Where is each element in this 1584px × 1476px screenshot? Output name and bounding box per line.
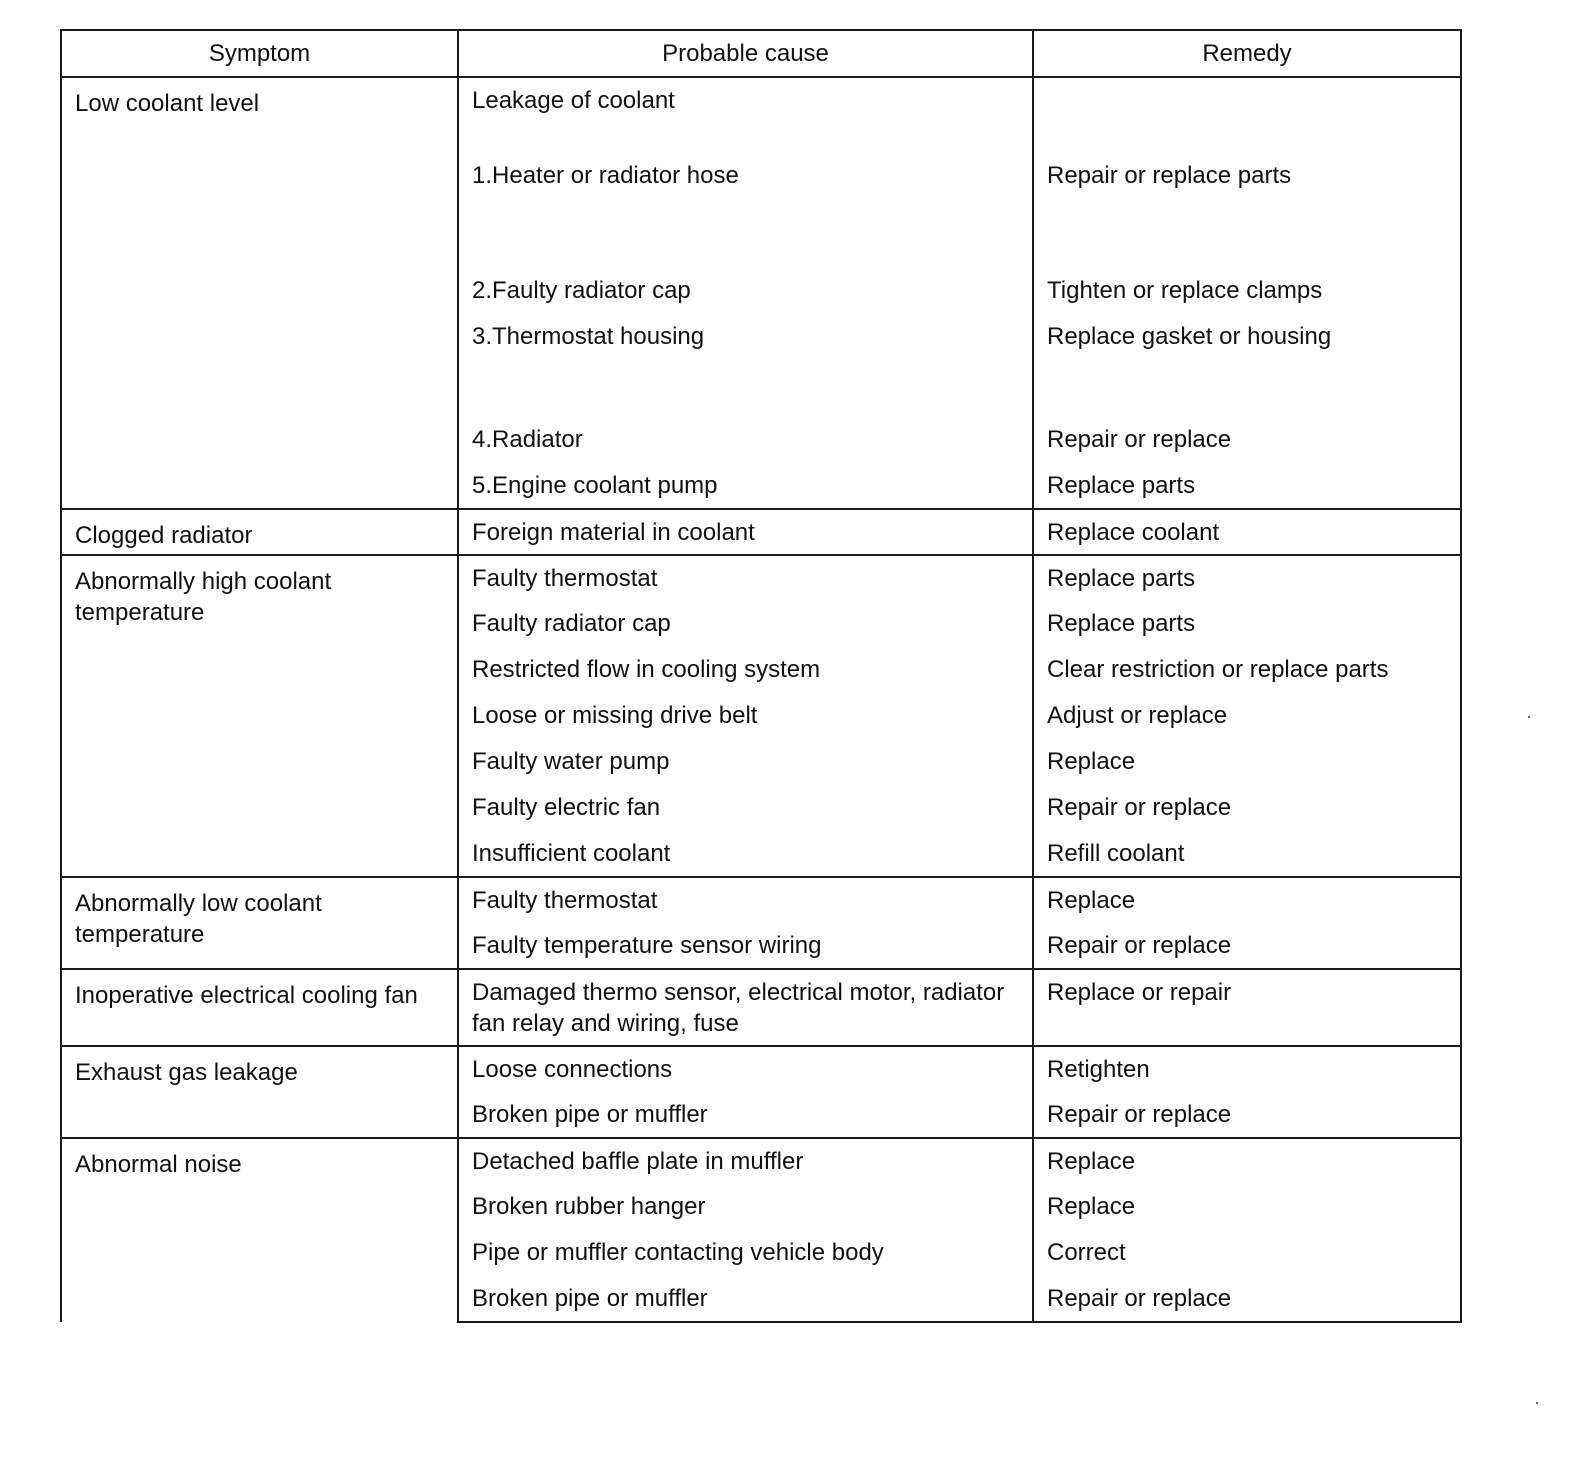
symptom-cell: Low coolant level bbox=[61, 77, 458, 509]
probable-cause-cell bbox=[458, 235, 1033, 268]
probable-cause-cell: Broken pipe or muffler bbox=[458, 1092, 1033, 1138]
probable-cause-cell: Faulty thermostat bbox=[458, 877, 1033, 923]
remedy-cell: Replace bbox=[1033, 1184, 1461, 1230]
remedy-cell bbox=[1033, 235, 1461, 268]
remedy-cell: Clear restriction or replace parts bbox=[1033, 647, 1461, 693]
probable-cause-cell: Broken pipe or muffler bbox=[458, 1276, 1033, 1322]
remedy-cell: Replace parts bbox=[1033, 601, 1461, 647]
probable-cause-cell: Faulty temperature sensor wiring bbox=[458, 923, 1033, 969]
remedy-cell: Tighten or replace clamps bbox=[1033, 268, 1461, 314]
remedy-cell: Replace parts bbox=[1033, 463, 1461, 509]
scan-speck bbox=[1536, 1402, 1538, 1404]
probable-cause-cell: Faulty water pump bbox=[458, 739, 1033, 785]
probable-cause-cell: Loose or missing drive belt bbox=[458, 693, 1033, 739]
table-row bbox=[61, 877, 1461, 923]
probable-cause-cell: Leakage of coolant bbox=[458, 77, 1033, 123]
table-row bbox=[61, 969, 1461, 1046]
remedy-cell: Replace or repair bbox=[1033, 969, 1461, 1046]
remedy-cell: Replace bbox=[1033, 1138, 1461, 1184]
remedy-cell: Replace coolant bbox=[1033, 509, 1461, 555]
probable-cause-cell: Restricted flow in cooling system bbox=[458, 647, 1033, 693]
remedy-cell: Repair or replace bbox=[1033, 417, 1461, 463]
remedy-cell: Refill coolant bbox=[1033, 831, 1461, 877]
probable-cause-cell bbox=[458, 199, 1033, 235]
probable-cause-cell: 2.Faulty radiator cap bbox=[458, 268, 1033, 314]
remedy-cell: Replace bbox=[1033, 739, 1461, 785]
header-probable-cause: Probable cause bbox=[458, 30, 1033, 77]
remedy-cell: Adjust or replace bbox=[1033, 693, 1461, 739]
symptom-cell: Abnormal noise bbox=[61, 1138, 458, 1322]
probable-cause-cell: Broken rubber hanger bbox=[458, 1184, 1033, 1230]
table-row bbox=[61, 77, 1461, 123]
probable-cause-cell bbox=[458, 360, 1033, 417]
table-row bbox=[61, 509, 1461, 555]
probable-cause-cell: Detached baffle plate in muffler bbox=[458, 1138, 1033, 1184]
table-row bbox=[61, 1138, 1461, 1184]
remedy-cell: Repair or replace bbox=[1033, 923, 1461, 969]
probable-cause-cell: 5.Engine coolant pump bbox=[458, 463, 1033, 509]
probable-cause-cell: Damaged thermo sensor, electrical motor, radiator fan relay and wiring, fuse bbox=[458, 969, 1033, 1046]
remedy-cell: Repair or replace bbox=[1033, 1092, 1461, 1138]
probable-cause-cell: Foreign material in coolant bbox=[458, 509, 1033, 555]
header-remedy: Remedy bbox=[1033, 30, 1461, 77]
probable-cause-cell: Faulty radiator cap bbox=[458, 601, 1033, 647]
probable-cause-cell: Pipe or muffler contacting vehicle body bbox=[458, 1230, 1033, 1276]
remedy-cell: Replace bbox=[1033, 877, 1461, 923]
probable-cause-cell: 3.Thermostat housing bbox=[458, 314, 1033, 360]
remedy-cell bbox=[1033, 123, 1461, 153]
probable-cause-cell: Faulty thermostat bbox=[458, 555, 1033, 601]
symptom-cell: Exhaust gas leakage bbox=[61, 1046, 458, 1138]
probable-cause-cell: Insufficient coolant bbox=[458, 831, 1033, 877]
probable-cause-cell: Loose connections bbox=[458, 1046, 1033, 1092]
remedy-cell bbox=[1033, 360, 1461, 417]
remedy-cell: Replace parts bbox=[1033, 555, 1461, 601]
troubleshooting-table bbox=[60, 29, 1462, 1323]
remedy-cell: Retighten bbox=[1033, 1046, 1461, 1092]
remedy-cell: Repair or replace bbox=[1033, 785, 1461, 831]
probable-cause-cell: 4.Radiator bbox=[458, 417, 1033, 463]
scan-speck bbox=[1528, 716, 1530, 718]
symptom-cell: Abnormally low coolant temperature bbox=[61, 877, 458, 969]
symptom-cell: Abnormally high coolant temperature bbox=[61, 555, 458, 877]
probable-cause-cell bbox=[458, 123, 1033, 153]
remedy-cell: Repair or replace parts bbox=[1033, 153, 1461, 199]
header-row bbox=[61, 30, 1461, 77]
remedy-cell bbox=[1033, 77, 1461, 123]
header-symptom: Symptom bbox=[61, 30, 458, 77]
remedy-cell: Correct bbox=[1033, 1230, 1461, 1276]
symptom-cell: Clogged radiator bbox=[61, 509, 458, 555]
table-row bbox=[61, 1046, 1461, 1092]
probable-cause-cell: 1.Heater or radiator hose bbox=[458, 153, 1033, 199]
remedy-cell bbox=[1033, 199, 1461, 235]
symptom-cell: Inoperative electrical cooling fan bbox=[61, 969, 458, 1046]
remedy-cell: Replace gasket or housing bbox=[1033, 314, 1461, 360]
table-body bbox=[61, 77, 1461, 1322]
probable-cause-cell: Faulty electric fan bbox=[458, 785, 1033, 831]
table-row bbox=[61, 555, 1461, 601]
remedy-cell: Repair or replace bbox=[1033, 1276, 1461, 1322]
